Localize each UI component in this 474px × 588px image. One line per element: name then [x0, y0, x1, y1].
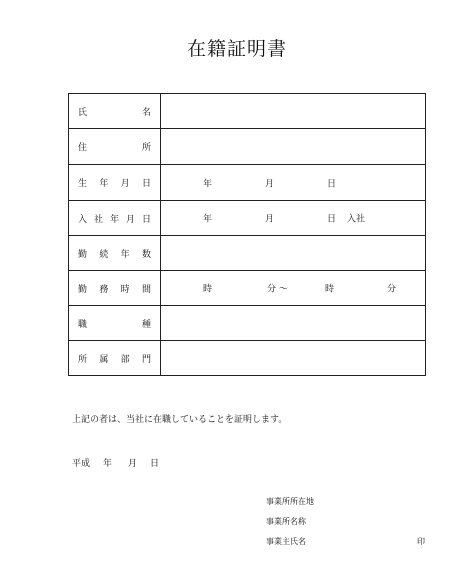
minute-range-unit: 分 ～ [267, 284, 288, 295]
certificate-form-table [68, 93, 426, 376]
table-row-birthdate [69, 165, 426, 201]
row-label-department [69, 341, 161, 376]
label-char: 氏 [78, 107, 88, 118]
years-of-service-field[interactable] [161, 236, 426, 271]
year-unit: 年 [203, 179, 213, 189]
month-unit: 月 [265, 214, 275, 225]
date-day: 日 [150, 459, 160, 469]
label-char: 住 [78, 143, 88, 153]
row-label-working-hours [69, 271, 161, 306]
table-row-department [69, 341, 426, 376]
label-char: 部 [120, 354, 130, 365]
employer-name-label: 事業主氏名 [266, 537, 306, 546]
minute-unit: 分 [387, 284, 397, 295]
row-label-join-date [69, 201, 161, 236]
label-char: 属 [99, 354, 109, 365]
label-char: 日 [141, 179, 151, 189]
label-char: 勤 [78, 284, 88, 295]
label-char: 年 [99, 179, 109, 189]
row-label-name [69, 94, 161, 129]
job-type-field[interactable] [161, 306, 426, 341]
label-char: 年 [120, 249, 130, 260]
office-name-label: 事業所名称 [266, 517, 306, 526]
label-char: 社 [93, 214, 103, 225]
row-label-birthdate [69, 165, 161, 201]
office-address-label: 事業所所在地 [266, 497, 314, 506]
label-char: 日 [141, 214, 151, 225]
label-char: 名 [141, 107, 151, 118]
row-label-years-of-service [69, 236, 161, 271]
birthdate-field[interactable] [161, 165, 426, 201]
year-unit: 年 [203, 214, 213, 225]
day-unit: 日 [327, 179, 337, 189]
seal-mark: 印 [417, 537, 425, 546]
address-field[interactable] [161, 129, 426, 165]
table-row-name [69, 94, 426, 129]
join-date-field[interactable] [161, 201, 426, 236]
table-row-join-date [69, 201, 426, 236]
label-char: 勤 [78, 249, 88, 260]
label-char: 所 [78, 354, 88, 365]
label-char: 続 [99, 249, 109, 260]
document-title: 在籍証明書 [186, 38, 287, 60]
month-unit: 月 [265, 179, 275, 189]
join-suffix: 入社 [347, 214, 366, 225]
label-char: 種 [141, 319, 151, 330]
label-char: 入 [78, 214, 88, 225]
working-hours-field[interactable] [161, 271, 426, 306]
row-label-job-type [69, 306, 161, 341]
table-row-years-of-service [69, 236, 426, 271]
hour-unit: 時 [325, 284, 335, 295]
label-char: 所 [141, 143, 151, 153]
date-era: 平成 [72, 459, 91, 469]
label-char: 務 [99, 284, 109, 295]
table-row-working-hours [69, 271, 426, 306]
label-char: 年 [109, 214, 119, 225]
label-char: 月 [125, 214, 135, 225]
date-month: 月 [128, 459, 138, 469]
department-field[interactable] [161, 341, 426, 376]
label-char: 時 [120, 284, 130, 295]
label-char: 数 [141, 249, 151, 260]
label-char: 門 [141, 354, 151, 365]
day-unit: 日 [327, 214, 337, 225]
date-year: 年 [103, 459, 113, 469]
name-field[interactable] [161, 94, 426, 129]
label-char: 月 [120, 179, 130, 189]
hour-unit: 時 [203, 284, 213, 295]
certification-statement: 上記の者は、当社に在職していることを証明します。 [72, 415, 288, 425]
table-row-job-type [69, 306, 426, 341]
row-label-address [69, 129, 161, 165]
table-row-address [69, 129, 426, 165]
label-char: 間 [141, 284, 151, 295]
label-char: 職 [78, 319, 88, 330]
label-char: 生 [78, 179, 88, 189]
